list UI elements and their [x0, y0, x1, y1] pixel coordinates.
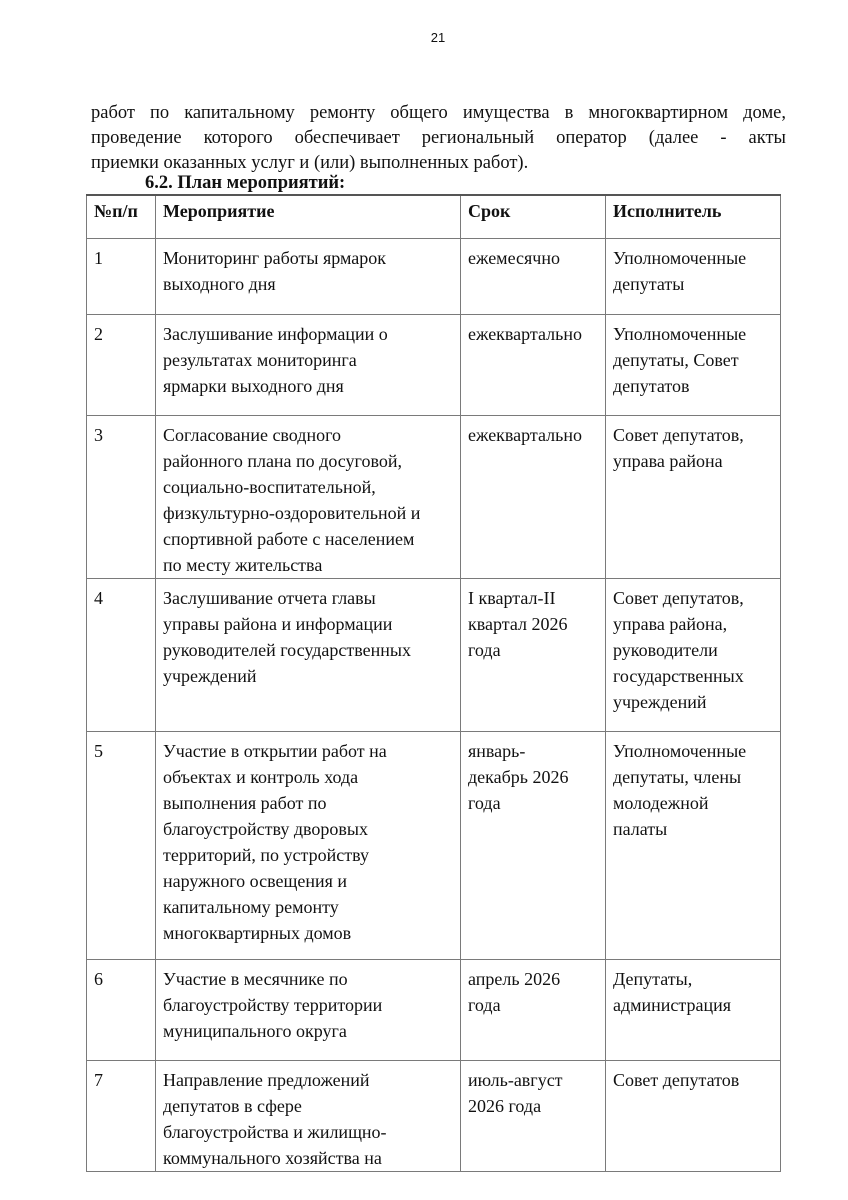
executor-cell	[606, 960, 781, 1061]
cell-line: депутаты, члены	[613, 767, 742, 787]
cell-line: муниципального округа	[163, 1021, 347, 1041]
cell-line: благоустройству территории	[163, 995, 383, 1015]
cell-line: депутатов	[613, 376, 690, 396]
cell-line: социально-воспитательной,	[163, 477, 376, 497]
cell-line: года	[468, 793, 501, 813]
paragraph-line: работ по капитальному ремонту общего имущества в многоквартирном доме,	[91, 103, 786, 123]
cell-line: ежеквартально	[468, 324, 582, 344]
cell-line: коммунального хозяйства на	[163, 1148, 382, 1168]
activity-cell	[156, 1061, 461, 1172]
activity-cell	[156, 960, 461, 1061]
term-cell	[461, 960, 606, 1061]
cell-line: Совет депутатов	[613, 1070, 740, 1090]
term-cell	[461, 732, 606, 960]
cell-line: спортивной работе с населением	[163, 529, 415, 549]
table-row	[87, 960, 781, 1061]
row-number: 1	[87, 239, 156, 315]
cell-line: управа района,	[613, 614, 728, 634]
cell-line: квартал 2026	[468, 614, 568, 634]
executor-cell	[606, 239, 781, 315]
cell-line: Депутаты,	[613, 969, 693, 989]
activity-cell	[156, 239, 461, 315]
activity-cell	[156, 579, 461, 732]
executor-cell	[606, 416, 781, 579]
cell-line: года	[468, 995, 501, 1015]
cell-line: руководители	[613, 640, 718, 660]
intro-paragraph	[91, 101, 786, 176]
cell-line: капитальному ремонту	[163, 897, 339, 917]
cell-line: ярмарки выходного дня	[163, 376, 344, 396]
row-number: 3	[87, 416, 156, 579]
cell-line: многоквартирных домов	[163, 923, 352, 943]
cell-line: учреждений	[163, 666, 257, 686]
cell-line: благоустройства и жилищно-	[163, 1122, 387, 1142]
cell-line: Участие в открытии работ на	[163, 741, 387, 761]
cell-line: 2026 года	[468, 1096, 542, 1116]
row-number: 5	[87, 732, 156, 960]
executor-cell	[606, 732, 781, 960]
row-number: 6	[87, 960, 156, 1061]
cell-line: ежемесячно	[468, 248, 560, 268]
cell-line: государственных	[613, 666, 744, 686]
cell-line: наружного освещения и	[163, 871, 347, 891]
cell-line: Согласование сводного	[163, 425, 342, 445]
paragraph-line: приемки оказанных услуг и (или) выполненных работ).	[91, 153, 529, 173]
cell-line: благоустройству дворовых	[163, 819, 369, 839]
cell-line: палаты	[613, 819, 668, 839]
executor-cell	[606, 579, 781, 732]
cell-line: депутатов в сфере	[163, 1096, 302, 1116]
cell-line: Заслушивание информации о	[163, 324, 388, 344]
cell-line: январь-	[468, 741, 526, 761]
table-row	[87, 579, 781, 732]
activity-plan-table	[86, 194, 781, 1172]
row-number: 4	[87, 579, 156, 732]
header-executor: Исполнитель	[606, 195, 781, 239]
table-row	[87, 416, 781, 579]
cell-line: по месту жительства	[163, 555, 323, 575]
activity-cell	[156, 315, 461, 416]
header-number: №п/п	[87, 195, 156, 239]
cell-line: результатах мониторинга	[163, 350, 357, 370]
cell-line: декабрь 2026	[468, 767, 569, 787]
cell-line: Совет депутатов,	[613, 425, 744, 445]
activity-cell	[156, 416, 461, 579]
activity-cell	[156, 732, 461, 960]
table-row	[87, 732, 781, 960]
cell-line: управа района	[613, 451, 723, 471]
cell-line: управы района и информации	[163, 614, 393, 634]
cell-line: территорий, по устройству	[163, 845, 369, 865]
cell-line: молодежной	[613, 793, 709, 813]
cell-line: июль-август	[468, 1070, 563, 1090]
cell-line: учреждений	[613, 692, 707, 712]
table-header-row	[87, 195, 781, 239]
term-cell	[461, 1061, 606, 1172]
term-cell	[461, 579, 606, 732]
cell-line: районного плана по досуговой,	[163, 451, 402, 471]
executor-cell	[606, 315, 781, 416]
cell-line: физкультурно-оздоровительной и	[163, 503, 421, 523]
cell-line: I квартал-II	[468, 588, 556, 608]
paragraph-line: проведение которого обеспечивает региональный оператор (далее - акты	[91, 128, 786, 148]
table-row	[87, 1061, 781, 1172]
cell-line: выходного дня	[163, 274, 276, 294]
cell-line: Совет депутатов,	[613, 588, 744, 608]
cell-line: Участие в месячнике по	[163, 969, 348, 989]
cell-line: Заслушивание отчета главы	[163, 588, 376, 608]
table-body	[87, 239, 781, 1172]
table-row	[87, 239, 781, 315]
cell-line: ежеквартально	[468, 425, 582, 445]
header-activity: Мероприятие	[156, 195, 461, 239]
cell-line: Мониторинг работы ярмарок	[163, 248, 386, 268]
page-number: 21	[430, 30, 446, 45]
cell-line: Уполномоченные	[613, 248, 747, 268]
cell-line: Уполномоченные	[613, 324, 747, 344]
cell-line: Направление предложений	[163, 1070, 370, 1090]
cell-line: объектах и контроль хода	[163, 767, 359, 787]
term-cell	[461, 416, 606, 579]
term-cell	[461, 315, 606, 416]
term-cell	[461, 239, 606, 315]
cell-line: руководителей государственных	[163, 640, 411, 660]
executor-cell	[606, 1061, 781, 1172]
cell-line: администрация	[613, 995, 732, 1015]
cell-line: депутаты, Совет	[613, 350, 739, 370]
table-row	[87, 315, 781, 416]
cell-line: выполнения работ по	[163, 793, 327, 813]
row-number: 2	[87, 315, 156, 416]
row-number: 7	[87, 1061, 156, 1172]
cell-line: Уполномоченные	[613, 741, 747, 761]
cell-line: депутаты	[613, 274, 685, 294]
section-title: 6.2. План мероприятий:	[145, 173, 346, 193]
cell-line: апрель 2026	[468, 969, 561, 989]
cell-line: года	[468, 640, 501, 660]
header-term: Срок	[461, 195, 606, 239]
